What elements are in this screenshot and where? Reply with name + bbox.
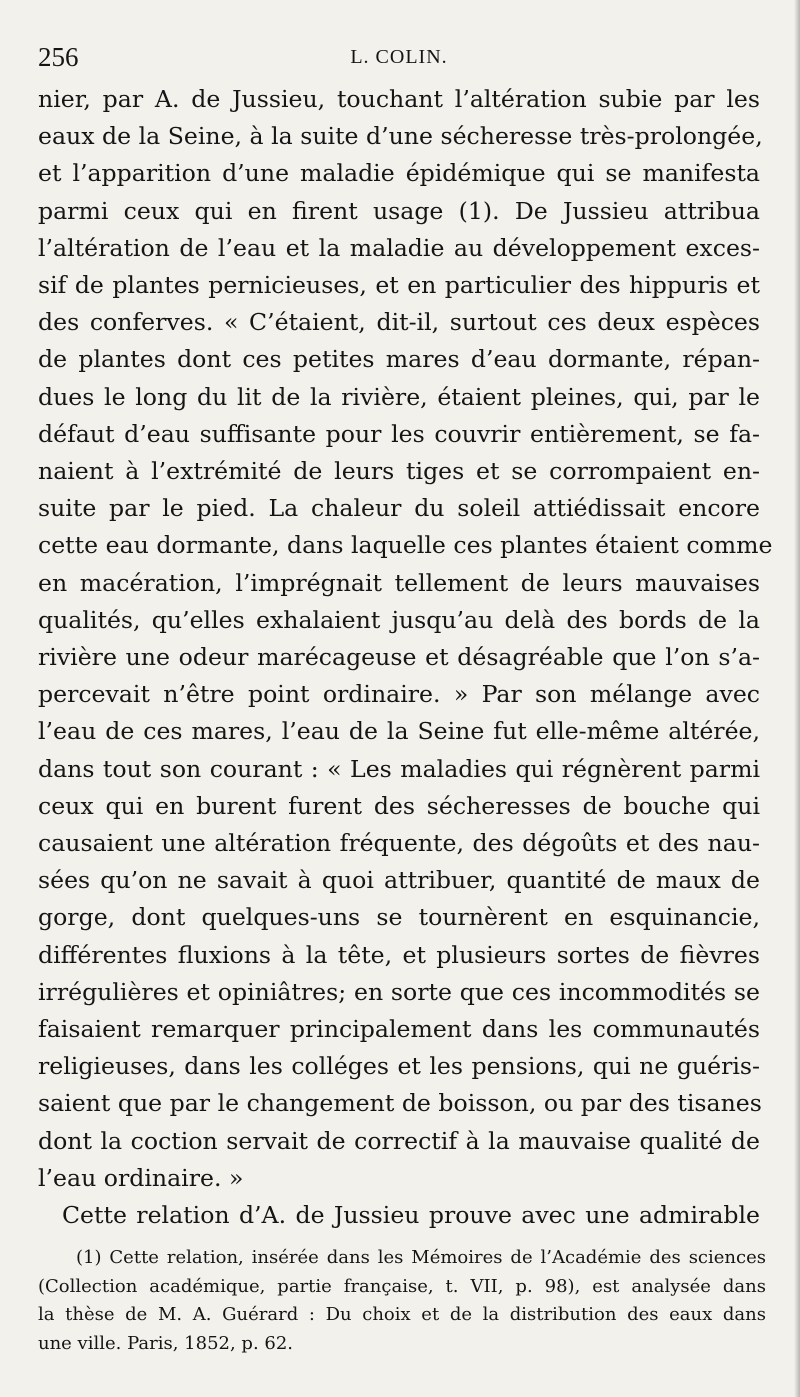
text-line: naient à l’extrémité de leurs tiges et se corrompaient en- [38,457,760,486]
scan-shadow-edge [794,0,800,1397]
text-line: gorge, dont quelques-uns se tournèrent en esquinancie, [38,903,760,932]
text-line: des conferves. « C’étaient, dit-il, surtout ces deux espèces [38,308,760,337]
text-line: différentes fluxions à la tête, et plusieurs sortes de fièvres [38,940,760,969]
text-line: l’altération de l’eau et la maladie au développement exces- [38,233,760,262]
text-line: percevait n’être point ordinaire. » Par son mélange avec [38,680,760,709]
text-line: nier, par A. de Jussieu, touchant l’altération subie par les [38,85,760,113]
text-line: rivière une odeur marécageuse et désagréable que l’on s’a- [38,643,760,672]
page-number: 256 [38,42,79,72]
text-line: de plantes dont ces petites mares d’eau dormante, répan- [38,345,760,374]
footnote-line: (1) Cette relation, insérée dans les Mémoires de l’Académie des sciences [76,1247,766,1268]
footnote-line: une ville. Paris, 1852, p. 62. [38,1332,294,1354]
text-line: sif de plantes pernicieuses, et en particulier des hippuris et [38,271,760,300]
text-line: sées qu’on ne savait à quoi attribuer, quantité de maux de [38,866,760,895]
text-line: religieuses, dans les colléges et les pensions, qui ne guéris- [38,1052,760,1081]
text-line: dues le long du lit de la rivière, étaient pleines, qui, par le [38,382,760,411]
text-line: et l’apparition d’une maladie épidémique qui se manifesta [38,159,760,188]
text-line-paragraph-end: l’eau ordinaire. » [38,1163,244,1192]
page-header [38,42,760,78]
text-line: l’eau de ces mares, l’eau de la Seine fut elle-même altérée, [38,717,760,746]
text-line: ceux qui en burent furent des sécheresses de bouche qui [38,791,760,820]
text-line: suite par le pied. La chaleur du soleil attiédissait encore [38,494,760,523]
text-line-paragraph-start: Cette relation d’A. de Jussieu prouve avec une admirable [62,1201,760,1230]
text-line: eaux de la Seine, à la suite d’une sécheresse très-prolongée, [38,122,763,151]
text-line: dans tout son courant : « Les maladies qui régnèrent parmi [38,754,760,783]
text-line: irrégulières et opiniâtres; en sorte que ces incommodités se [38,977,760,1006]
footnote [38,1244,766,1358]
text-line: saient que par le changement de boisson, ou par des tisanes [38,1089,762,1118]
text-line: cette eau dormante, dans laquelle ces plantes étaient comme [38,531,773,560]
text-line: en macération, l’imprégnait tellement de leurs mauvaises [38,568,760,597]
text-line: parmi ceux qui en firent usage (1). De Jussieu attribua [38,196,760,225]
body-text [38,81,773,1234]
text-line: dont la coction servait de correctif à la mauvaise qualité de [38,1126,760,1155]
running-head: L. COLIN. [350,46,448,68]
text-line: causaient une altération fréquente, des dégoûts et des nau- [38,829,760,858]
text-line: qualités, qu’elles exhalaient jusqu’au delà des bords de la [38,605,760,634]
text-line: défaut d’eau suffisante pour les couvrir entièrement, se fa- [38,419,760,448]
footnote-line: (Collection académique, partie française, t. VII, p. 98), est analysée dans [38,1275,766,1297]
footnote-line: la thèse de M. A. Guérard : Du choix et de la distribution des eaux dans [38,1304,766,1326]
text-line: faisaient remarquer principalement dans les communautés [38,1015,760,1044]
